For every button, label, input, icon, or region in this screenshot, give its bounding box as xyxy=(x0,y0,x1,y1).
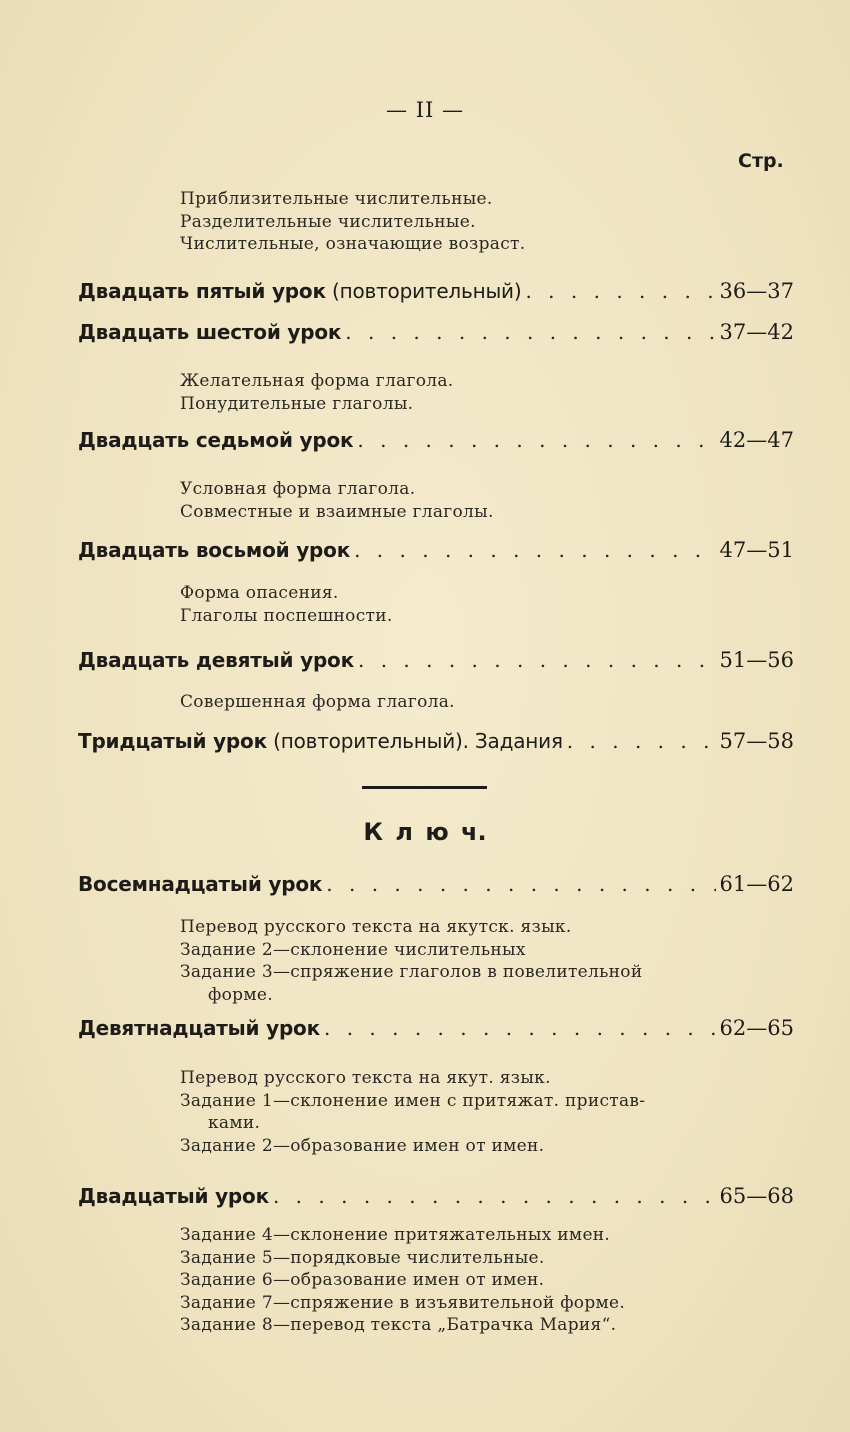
toc-entry-lesson-28[interactable] xyxy=(78,538,794,568)
entry-title: Двадцать восьмой урок xyxy=(78,538,351,562)
entry-pages: 65—68 xyxy=(719,1184,794,1208)
subitem: Перевод русского текста на якут. язык. xyxy=(180,1068,551,1088)
toc-entry-lesson-27[interactable] xyxy=(78,428,794,458)
dot-leader xyxy=(320,1016,716,1040)
lesson-28-subitems xyxy=(180,582,393,627)
entry-pages: 62—65 xyxy=(719,1016,794,1040)
entry-pages: 47—51 xyxy=(719,538,794,562)
entry-pages: 57—58 xyxy=(719,729,794,753)
toc-entry-lesson-30[interactable] xyxy=(78,729,794,759)
key-lesson-18-subitems xyxy=(180,916,642,1006)
entry-title: Восемнадцатый урок xyxy=(78,872,323,896)
entry-title-note: (повторительный). Задания xyxy=(266,729,563,753)
key-lesson-19-subitems xyxy=(180,1067,645,1157)
dot-leader xyxy=(322,872,715,896)
key-heading: К л ю ч. xyxy=(363,818,487,846)
subitem: Задание 4—склонение притяжательных имен. xyxy=(180,1225,611,1245)
entry-title: Тридцатый урок xyxy=(78,729,267,753)
subitem: Задание 2—образование имен от имен. xyxy=(180,1135,545,1156)
subitem-continuation: форме. xyxy=(208,984,273,1005)
section-divider xyxy=(362,786,487,789)
subitem: Условная форма глагола. xyxy=(180,479,416,499)
subitem: Задание 1—склонение имен с притяжат. пристав- xyxy=(180,1090,646,1111)
toc-entry-lesson-25[interactable] xyxy=(78,279,794,309)
entry-pages: 61—62 xyxy=(719,872,794,896)
entry-pages: 51—56 xyxy=(719,648,794,672)
key-lesson-20-subitems xyxy=(180,1224,625,1337)
entry-title: Девятнадцатый урок xyxy=(78,1016,320,1040)
subitem: Задание 7—спряжение в изъявительной форме. xyxy=(180,1292,626,1313)
subitem: Понудительные глаголы. xyxy=(180,393,414,414)
toc-entry-lesson-26[interactable] xyxy=(78,320,794,350)
subitem: Задание 5—порядковые числительные. xyxy=(180,1247,545,1268)
entry-title: Двадцатый урок xyxy=(78,1184,269,1208)
entry-title-note: (повторительный) xyxy=(325,279,522,303)
page-column-label: Стр. xyxy=(738,150,784,172)
subitem: Форма опасения. xyxy=(180,583,339,603)
dot-leader xyxy=(521,279,715,303)
dot-leader xyxy=(341,320,715,344)
subitem: Приблизительные числительные. xyxy=(180,189,493,209)
dot-leader xyxy=(353,428,715,452)
entry-title: Двадцать седьмой урок xyxy=(78,428,354,452)
key-entry-lesson-18[interactable] xyxy=(78,872,794,902)
page-number: — II — xyxy=(386,98,464,122)
dot-leader xyxy=(269,1184,716,1208)
key-entry-lesson-20[interactable] xyxy=(78,1184,794,1214)
subitem: Числительные, означающие возраст. xyxy=(180,234,526,254)
entry-title: Двадцать шестой урок xyxy=(78,320,342,344)
entry-pages: 36—37 xyxy=(719,279,794,303)
subitem: Задание 8—перевод текста „Батрачка Мария“. xyxy=(180,1315,617,1335)
subitem: Перевод русского текста на якутск. язык. xyxy=(180,917,572,937)
dot-leader xyxy=(354,648,716,672)
entry-pages: 42—47 xyxy=(719,428,794,452)
subitem-continuation: ками. xyxy=(208,1113,261,1133)
toc-entry-lesson-29[interactable] xyxy=(78,648,794,678)
entry-pages: 37—42 xyxy=(719,320,794,344)
subitem: Задание 2—склонение числительных xyxy=(180,939,526,960)
subitem: Задание 6—образование имен от имен. xyxy=(180,1270,545,1290)
dot-leader xyxy=(563,729,716,753)
key-entry-lesson-19[interactable] xyxy=(78,1016,794,1046)
entry-title: Двадцать пятый урок xyxy=(78,279,326,303)
lesson-26-subitems xyxy=(180,370,454,415)
subitem: Совместные и взаимные глаголы. xyxy=(180,501,494,522)
subitem: Желательная форма глагола. xyxy=(180,371,454,391)
subitem: Глаголы поспешности. xyxy=(180,605,393,626)
dot-leader xyxy=(350,538,715,562)
subitem: Разделительные числительные. xyxy=(180,211,476,232)
lesson-27-subitems xyxy=(180,478,494,523)
intro-subitems xyxy=(180,188,525,256)
entry-title: Двадцать девятый урок xyxy=(78,648,354,672)
subitem: Совершенная форма глагола. xyxy=(180,692,455,712)
lesson-29-subitems xyxy=(180,691,455,714)
subitem: Задание 3—спряжение глаголов в повелительной xyxy=(180,962,643,982)
